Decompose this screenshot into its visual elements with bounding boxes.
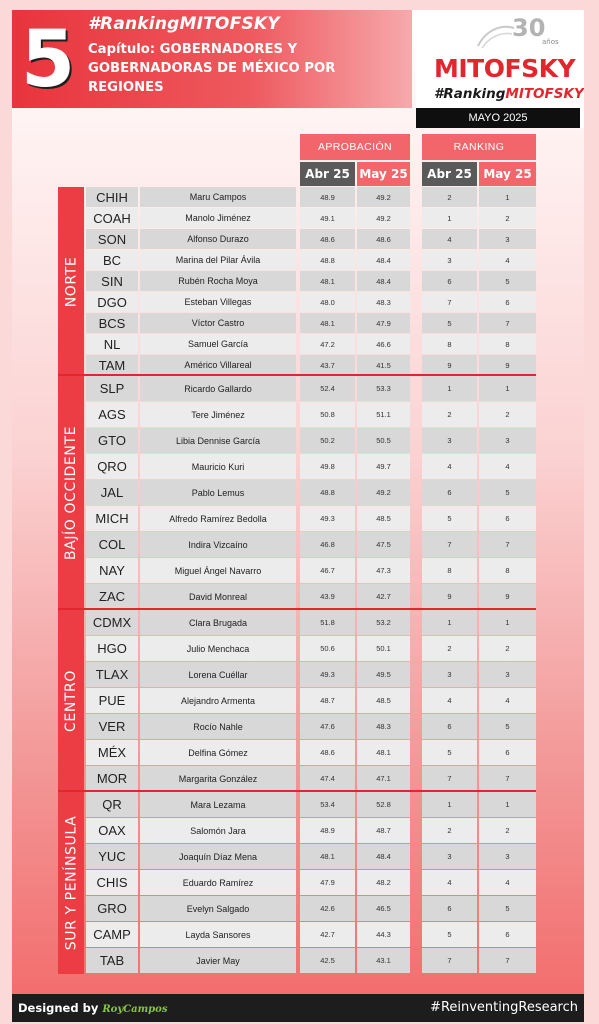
table-row: [86, 662, 536, 687]
governor-name: Manolo Jiménez: [140, 208, 296, 228]
approval-may: 47.9: [357, 313, 410, 333]
governor-name: Marina del Pilar Ávila: [140, 250, 296, 270]
table-row: [86, 844, 536, 869]
ranking-abr: 3: [422, 662, 477, 687]
governor-name: David Monreal: [140, 584, 296, 609]
table-row: [86, 250, 536, 270]
ranking-may: 4: [479, 250, 536, 270]
approval-may: 42.7: [357, 584, 410, 609]
table-row: [86, 766, 536, 791]
governor-name: Rubén Rocha Moya: [140, 271, 296, 291]
ranking-may: 2: [479, 208, 536, 228]
state-code: CHIS: [86, 870, 138, 895]
table-row: [86, 558, 536, 583]
ranking-may: 4: [479, 688, 536, 713]
approval-abr: 47.4: [300, 766, 355, 791]
state-code: QRO: [86, 454, 138, 479]
state-code: COAH: [86, 208, 138, 228]
ranking-may: 7: [479, 313, 536, 333]
approval-abr: 48.9: [300, 187, 355, 207]
approval-may-header: May 25: [357, 162, 410, 186]
governor-name: Ricardo Gallardo: [140, 376, 296, 401]
logo-anniversary-label: años: [542, 38, 559, 46]
approval-abr: 48.1: [300, 844, 355, 869]
approval-abr: 47.6: [300, 714, 355, 739]
ranking-abr-header: Abr 25: [422, 162, 477, 186]
logo-hashtag-brand: MITOFSKY: [505, 86, 584, 102]
table-row: [86, 818, 536, 843]
ranking-may: 7: [479, 948, 536, 973]
state-code: YUC: [86, 844, 138, 869]
governor-name: Américo Villareal: [140, 355, 296, 375]
approval-abr: 48.8: [300, 250, 355, 270]
ranking-may: 1: [479, 610, 536, 635]
approval-abr: 48.6: [300, 229, 355, 249]
table-row: [86, 480, 536, 505]
ranking-abr: 3: [422, 250, 477, 270]
ranking-may: 5: [479, 480, 536, 505]
ranking-may: 8: [479, 558, 536, 583]
region-label-text: CENTRO: [63, 670, 79, 732]
state-code: COL: [86, 532, 138, 557]
region-label: [58, 187, 84, 376]
state-code: AGS: [86, 402, 138, 427]
ranking-may: 8: [479, 334, 536, 354]
ranking-abr: 7: [422, 766, 477, 791]
governor-name: Samuel García: [140, 334, 296, 354]
approval-abr: 42.6: [300, 896, 355, 921]
approval-may: 48.3: [357, 714, 410, 739]
ranking-may: 5: [479, 714, 536, 739]
ranking-may-header: May 25: [479, 162, 536, 186]
state-code: ZAC: [86, 584, 138, 609]
state-code: NAY: [86, 558, 138, 583]
state-code: OAX: [86, 818, 138, 843]
region-label-text: NORTE: [63, 256, 80, 307]
swirl-icon: [476, 20, 516, 50]
approval-may: 52.8: [357, 792, 410, 817]
approval-abr: 50.2: [300, 428, 355, 453]
table-row: [86, 532, 536, 557]
governor-name: Esteban Villegas: [140, 292, 296, 312]
governor-name: Margarita González: [140, 766, 296, 791]
logo-brand: MITOFSKY: [434, 54, 576, 83]
ranking-abr: 2: [422, 636, 477, 661]
ranking-abr: 5: [422, 313, 477, 333]
state-code: DGO: [86, 292, 138, 312]
approval-abr: 47.2: [300, 334, 355, 354]
approval-abr: 48.1: [300, 313, 355, 333]
ranking-abr: 9: [422, 584, 477, 609]
ranking-header: RANKING: [422, 134, 536, 160]
header-subtitle: Capítulo: GOBERNADORES Y GOBERNADORAS DE MÉXICO POR REGIONES: [88, 42, 336, 95]
governor-name: Alejandro Armenta: [140, 688, 296, 713]
footer-designed-by: Designed by: [18, 1001, 99, 1015]
approval-header: APROBACIÓN: [300, 134, 410, 160]
governor-name: Salomón Jara: [140, 818, 296, 843]
governor-name: Pablo Lemus: [140, 480, 296, 505]
logo-hashtag: [434, 86, 584, 102]
approval-abr: 51.8: [300, 610, 355, 635]
approval-may: 48.2: [357, 870, 410, 895]
ranking-may: 6: [479, 506, 536, 531]
ranking-may: 3: [479, 428, 536, 453]
state-code: TAB: [86, 948, 138, 973]
ranking-abr: 2: [422, 187, 477, 207]
state-code: TLAX: [86, 662, 138, 687]
ranking-abr: 7: [422, 292, 477, 312]
ranking-abr: 4: [422, 870, 477, 895]
table-row: [86, 402, 536, 427]
table-row: [86, 870, 536, 895]
approval-may: 51.1: [357, 402, 410, 427]
table-row: [86, 584, 536, 609]
table-row: [86, 636, 536, 661]
ranking-abr: 8: [422, 334, 477, 354]
ranking-abr: 1: [422, 792, 477, 817]
ranking-abr: 2: [422, 818, 477, 843]
ranking-abr: 7: [422, 948, 477, 973]
approval-may: 48.4: [357, 250, 410, 270]
ranking-may: 5: [479, 271, 536, 291]
region-label: [58, 792, 84, 974]
governor-name: Alfredo Ramírez Bedolla: [140, 506, 296, 531]
approval-abr: 52.4: [300, 376, 355, 401]
ranking-may: 4: [479, 870, 536, 895]
ranking-abr: 5: [422, 922, 477, 947]
table-row: [86, 506, 536, 531]
approval-may: 49.7: [357, 454, 410, 479]
table-row: [86, 740, 536, 765]
approval-may: 47.1: [357, 766, 410, 791]
ranking-may: 3: [479, 662, 536, 687]
table-row: [86, 896, 536, 921]
approval-abr: 42.7: [300, 922, 355, 947]
governor-name: Libia Dennise García: [140, 428, 296, 453]
governor-name: Alfonso Durazo: [140, 229, 296, 249]
ranking-may: 2: [479, 636, 536, 661]
ranking-abr: 4: [422, 229, 477, 249]
approval-may: 49.5: [357, 662, 410, 687]
approval-abr: 49.8: [300, 454, 355, 479]
ranking-abr: 8: [422, 558, 477, 583]
approval-may: 48.5: [357, 506, 410, 531]
approval-may: 46.6: [357, 334, 410, 354]
approval-abr: 48.0: [300, 292, 355, 312]
approval-may: 48.4: [357, 844, 410, 869]
approval-abr: 43.9: [300, 584, 355, 609]
table-row: [86, 714, 536, 739]
approval-abr: 48.1: [300, 271, 355, 291]
ranking-abr: 2: [422, 402, 477, 427]
governor-name: Lorena Cuéllar: [140, 662, 296, 687]
footer-hashtag: #ReinventingResearch: [430, 1000, 578, 1015]
approval-may: 48.1: [357, 740, 410, 765]
chapter-number: 5: [20, 15, 76, 105]
table-row: [86, 313, 536, 333]
approval-may: 49.2: [357, 208, 410, 228]
approval-may: 53.2: [357, 610, 410, 635]
approval-abr: 42.5: [300, 948, 355, 973]
ranking-may: 3: [479, 844, 536, 869]
governor-name: Mara Lezama: [140, 792, 296, 817]
governor-name: Javier May: [140, 948, 296, 973]
approval-may: 48.3: [357, 292, 410, 312]
ranking-may: 1: [479, 792, 536, 817]
table-row: [86, 428, 536, 453]
region-label: [58, 376, 84, 610]
approval-may: 46.5: [357, 896, 410, 921]
approval-abr: 48.6: [300, 740, 355, 765]
approval-may: 48.7: [357, 818, 410, 843]
ranking-abr: 6: [422, 714, 477, 739]
approval-may: 50.1: [357, 636, 410, 661]
governor-name: Miguel Ángel Navarro: [140, 558, 296, 583]
table-row: [86, 355, 536, 375]
state-code: CDMX: [86, 610, 138, 635]
ranking-abr: 7: [422, 532, 477, 557]
approval-abr: 50.8: [300, 402, 355, 427]
approval-abr: 50.6: [300, 636, 355, 661]
state-code: TAM: [86, 355, 138, 375]
ranking-may: 2: [479, 402, 536, 427]
table-row: [86, 688, 536, 713]
ranking-abr: 6: [422, 896, 477, 921]
governor-name: Delfina Gómez: [140, 740, 296, 765]
region-label-text: SUR Y PENÍNSULA: [63, 815, 80, 951]
approval-may: 47.5: [357, 532, 410, 557]
state-code: VER: [86, 714, 138, 739]
footer-bar: [12, 994, 584, 1022]
infographic-frame: [12, 10, 584, 994]
governor-name: Tere Jiménez: [140, 402, 296, 427]
ranking-abr: 1: [422, 610, 477, 635]
approval-may: 48.6: [357, 229, 410, 249]
ranking-may: 7: [479, 766, 536, 791]
state-code: BC: [86, 250, 138, 270]
ranking-may: 6: [479, 292, 536, 312]
approval-abr: 48.8: [300, 480, 355, 505]
approval-abr: 49.1: [300, 208, 355, 228]
approval-may: 47.3: [357, 558, 410, 583]
approval-abr: 49.3: [300, 506, 355, 531]
approval-abr: 49.3: [300, 662, 355, 687]
approval-may: 48.5: [357, 688, 410, 713]
approval-abr: 53.4: [300, 792, 355, 817]
ranking-may: 6: [479, 740, 536, 765]
approval-may: 49.2: [357, 480, 410, 505]
governor-name: Julio Menchaca: [140, 636, 296, 661]
state-code: CAMP: [86, 922, 138, 947]
state-code: SIN: [86, 271, 138, 291]
approval-abr: 48.9: [300, 818, 355, 843]
governor-name: Joaquín Díaz Mena: [140, 844, 296, 869]
state-code: GRO: [86, 896, 138, 921]
ranking-abr: 6: [422, 271, 477, 291]
ranking-abr: 1: [422, 376, 477, 401]
ranking-may: 2: [479, 818, 536, 843]
approval-abr: 46.7: [300, 558, 355, 583]
state-code: JAL: [86, 480, 138, 505]
governor-name: Maru Campos: [140, 187, 296, 207]
governor-name: Layda Sansores: [140, 922, 296, 947]
approval-may: 48.4: [357, 271, 410, 291]
ranking-may: 1: [479, 187, 536, 207]
governor-name: Eduardo Ramírez: [140, 870, 296, 895]
ranking-abr: 1: [422, 208, 477, 228]
governor-name: Rocío Nahle: [140, 714, 296, 739]
table-row: [86, 229, 536, 249]
state-code: GTO: [86, 428, 138, 453]
logo-hashtag-prefix: #Ranking: [434, 86, 506, 102]
state-code: MÉX: [86, 740, 138, 765]
table-row: [86, 271, 536, 291]
report-date: MAYO 2025: [416, 108, 580, 128]
approval-may: 43.1: [357, 948, 410, 973]
ranking-may: 1: [479, 376, 536, 401]
ranking-may: 6: [479, 922, 536, 947]
ranking-abr: 9: [422, 355, 477, 375]
ranking-abr: 4: [422, 688, 477, 713]
ranking-abr: 6: [422, 480, 477, 505]
table-row: [86, 792, 536, 817]
table-row: [86, 948, 536, 973]
approval-may: 50.5: [357, 428, 410, 453]
table-row: [86, 454, 536, 479]
governor-name: Indira Vizcaíno: [140, 532, 296, 557]
state-code: PUE: [86, 688, 138, 713]
state-code: QR: [86, 792, 138, 817]
governor-name: Víctor Castro: [140, 313, 296, 333]
header-hashtag: #RankingMITOFSKY: [88, 14, 280, 34]
governor-name: Clara Brugada: [140, 610, 296, 635]
ranking-may: 4: [479, 454, 536, 479]
ranking-abr: 4: [422, 454, 477, 479]
ranking-may: 3: [479, 229, 536, 249]
table-row: [86, 922, 536, 947]
footer-credit: [18, 1001, 167, 1015]
approval-abr: 47.9: [300, 870, 355, 895]
governor-name: Mauricio Kuri: [140, 454, 296, 479]
ranking-may: 5: [479, 896, 536, 921]
state-code: SON: [86, 229, 138, 249]
logo-anniversary: 30: [512, 14, 546, 42]
table-row: [86, 292, 536, 312]
region-label-text: BAJÍO OCCIDENTE: [63, 425, 80, 561]
table-row: [86, 334, 536, 354]
approval-abr: 43.7: [300, 355, 355, 375]
governor-name: Evelyn Salgado: [140, 896, 296, 921]
ranking-may: 9: [479, 355, 536, 375]
approval-abr-header: Abr 25: [300, 162, 355, 186]
approval-may: 53.3: [357, 376, 410, 401]
ranking-abr: 3: [422, 844, 477, 869]
footer-designer: RoyCampos: [102, 1004, 168, 1015]
ranking-may: 9: [479, 584, 536, 609]
state-code: SLP: [86, 376, 138, 401]
approval-abr: 48.7: [300, 688, 355, 713]
table-row: [86, 187, 536, 207]
state-code: NL: [86, 334, 138, 354]
ranking-abr: 5: [422, 740, 477, 765]
approval-may: 41.5: [357, 355, 410, 375]
region-label: [58, 610, 84, 792]
state-code: MICH: [86, 506, 138, 531]
state-code: CHIH: [86, 187, 138, 207]
approval-may: 44.3: [357, 922, 410, 947]
table-row: [86, 208, 536, 228]
approval-abr: 46.8: [300, 532, 355, 557]
table-row: [86, 376, 536, 401]
ranking-abr: 5: [422, 506, 477, 531]
state-code: MOR: [86, 766, 138, 791]
ranking-abr: 3: [422, 428, 477, 453]
ranking-may: 7: [479, 532, 536, 557]
state-code: HGO: [86, 636, 138, 661]
state-code: BCS: [86, 313, 138, 333]
approval-may: 49.2: [357, 187, 410, 207]
table-row: [86, 610, 536, 635]
